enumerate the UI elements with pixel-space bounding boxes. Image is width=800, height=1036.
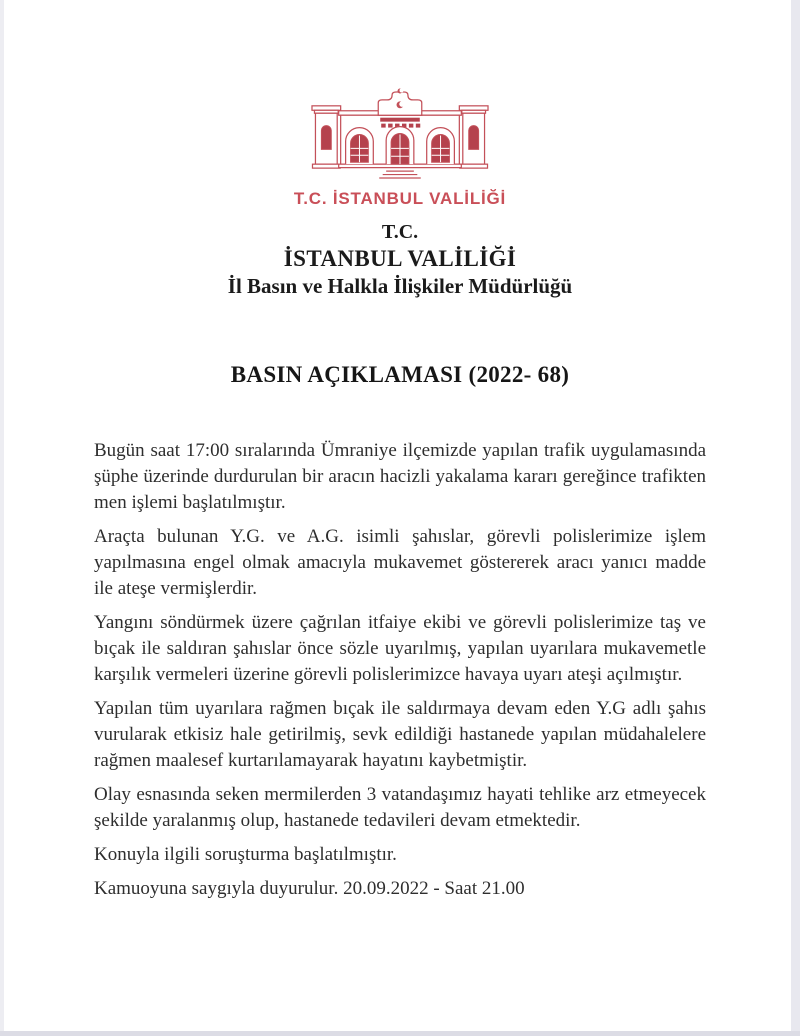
- letterhead-valilik: İSTANBUL VALİLİĞİ: [283, 246, 517, 271]
- document-content: [94, 0, 706, 902]
- logo-caption: T.C. İSTANBUL VALİLİĞİ: [293, 189, 507, 208]
- photo-edge-right: [791, 0, 800, 1036]
- letterhead-mudurluk: İl Basın ve Halkla İlişkiler Müdürlüğü: [227, 274, 573, 298]
- logo: [94, 88, 706, 182]
- document-title: BASIN AÇIKLAMASI (2022- 68): [230, 362, 570, 387]
- paragraph-1: Bugün saat 17:00 sıralarında Ümraniye ilçemizde yapılan trafik uygulamasında şüphe üzerinde durdurulan bir aracın hacizli yakalama kararı gereğince trafikten men işlemi başlatılmıştır.: [94, 440, 706, 513]
- paragraph-4: Yapılan tüm uyarılara rağmen bıçak ile saldırmaya devam eden Y.G adlı şahıs vurularak etkisiz hale getirilmiş, sevk edildiği hastanede yapılan müdahalelere rağmen maalesef kurtarılamayarak hayatını kaybetmiştir.: [94, 698, 706, 771]
- paragraph-2: Araçta bulunan Y.G. ve A.G. isimli şahıslar, görevli polislerimize işlem yapılmasına engel olmak amacıyla mukavemet göstererek aracı yanıcı madde ile ateşe vermişlerdir.: [94, 526, 706, 599]
- document-body: [94, 438, 706, 902]
- governorship-building-icon: [311, 88, 489, 182]
- letterhead-tc: T.C.: [381, 221, 419, 243]
- paragraph-5: Olay esnasında seken mermilerden 3 vatandaşımız hayati tehlike arz etmeyecek şekilde yaralanmış olup, hastanede tedavileri devam etmektedir.: [94, 784, 706, 831]
- paragraph-7: Kamuoyuna saygıyla duyurulur. 20.09.2022 - Saat 21.00: [94, 878, 525, 899]
- photo-edge-bottom: [0, 1031, 800, 1036]
- letterhead: [94, 221, 706, 299]
- paragraph-6: Konuyla ilgili soruşturma başlatılmıştır.: [94, 844, 397, 865]
- photo-edge-left: [0, 0, 4, 1036]
- paragraph-3: Yangını söndürmek üzere çağrılan itfaiye ekibi ve görevli polislerimize taş ve bıçak ile saldıran şahıslar önce sözle uyarılmış, yapılan uyarılara mukavemetle karşılık vermeleri üzerine görevli polislerimizce havaya uyarı ateşi açılmıştır.: [94, 612, 706, 685]
